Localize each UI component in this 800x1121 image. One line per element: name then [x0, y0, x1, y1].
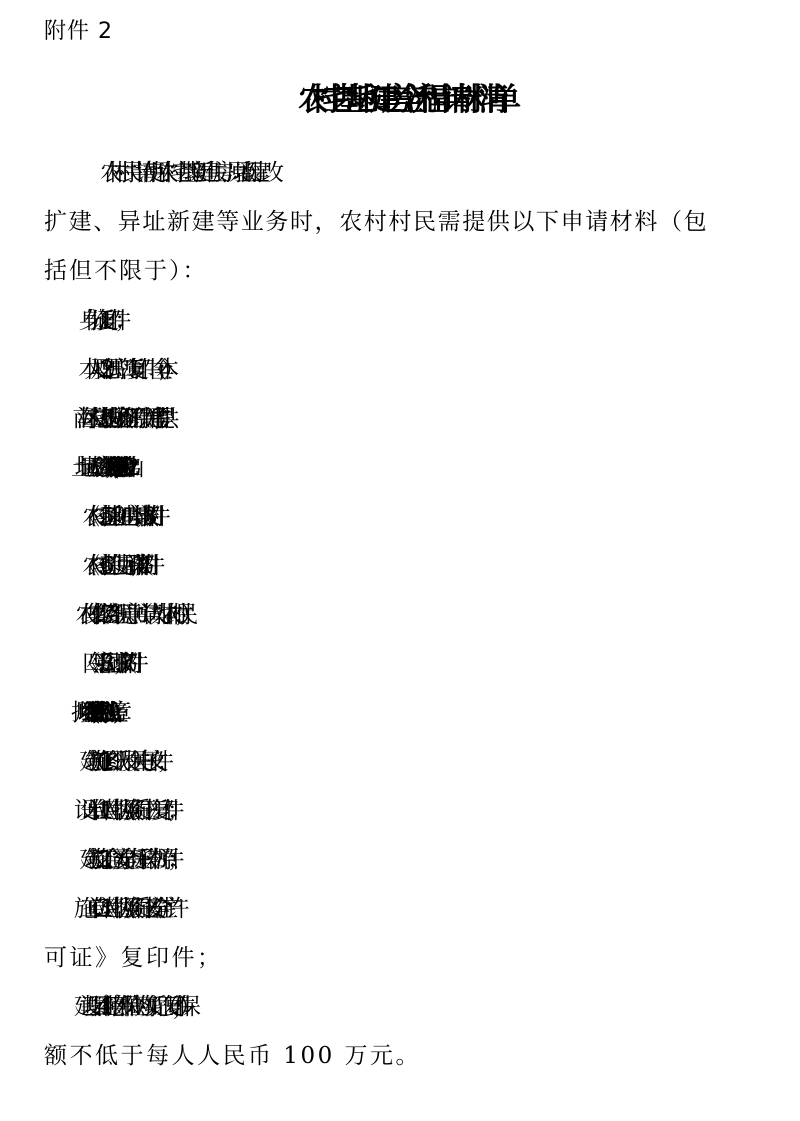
list-item-8: 8. 《四邻意见征求书》（附件 7）；	[100, 651, 118, 677]
intro-line-2: 扩建、异址新建等业务时，农村村民需提供以下申请材料（包	[44, 209, 709, 235]
list-item-11: 11. 设计单位《营业执照》《资质证书》复印件；	[100, 798, 173, 824]
list-item-2: 2. 本人及配偶户口簿复印件（全本）；	[100, 357, 163, 383]
list-item-13: 13. 施工单位《营业执照》《资质证书》《安全生产许	[100, 896, 172, 922]
intro-line-3: 括但不限于）：	[44, 258, 208, 284]
list-item-6: 6. 《农村宅基地使用承诺书》（附件 4）；	[100, 553, 135, 579]
list-item-5: 5. 《农村宅基地和建房申请表》（附件 3）；	[100, 504, 140, 530]
list-item-12: 12. 《建筑施工合同》《安全责任承诺书》原件；	[100, 847, 173, 873]
list-item-3: 3. 南海区农村宅基地分配资格证明原件（新建需提供）；	[100, 406, 157, 432]
list-item-14-continued: 额不低于每人人民币 100 万元。	[44, 1043, 422, 1069]
list-item-4: 4. 土地证或不动产证复印件(宗地图需为佛山2000坐标)；	[100, 455, 107, 481]
intro-line-1: 农村村民申请使用农村宅基地新建住房、原址翻建、改	[100, 160, 268, 186]
list-item-13-continued: 可证》复印件；	[44, 945, 223, 971]
list-item-7: 7. 农村集体经济组织同意书（申请人为非农村村民）；	[100, 602, 179, 628]
list-item-10: 10. 《建筑施工图纸》及相关电子文件；	[100, 749, 162, 775]
document-title: 农村宅基地和建房全流程申请材料清单	[298, 82, 502, 118]
list-item-9: 9. 拟用地红线图(经济社、村(居)委会需在红线上盖章)；	[100, 700, 106, 726]
list-item-14: 14. 建设项目商业意外保险的购买凭证（复印件），保	[100, 994, 184, 1020]
attachment-label: 附件 2	[44, 19, 113, 44]
list-item-1: 1. 身份证复印件；	[100, 308, 121, 334]
